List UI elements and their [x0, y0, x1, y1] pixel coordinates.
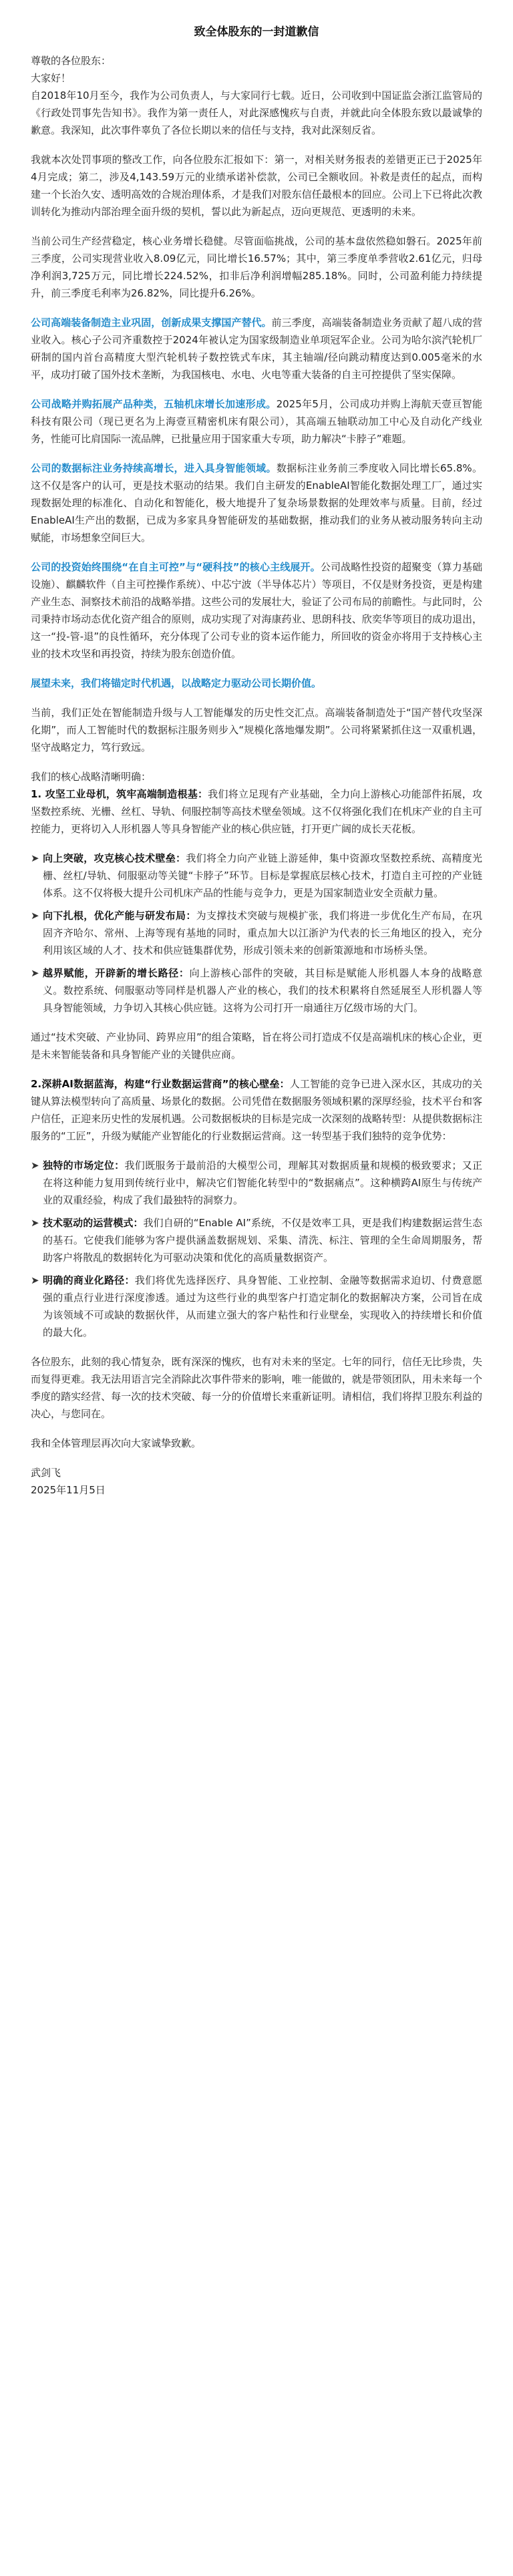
outlook-heading: 展望未来，我们将锚定时代机遇，以战略定力驱动公司长期价值。	[31, 677, 322, 689]
list-item	[31, 1157, 482, 1209]
rectification-paragraph: 我就本次处罚事项的整改工作，向各位股东汇报如下：第一，对相关财务报表的差错更正已于2025年4月完成；第二，涉及4,143.59万元的业绩承诺补偿款，公司已全额收回。补救是责任的起点，而构建一个长治久安、透明高效的合规治理体系，才是我们对股东信任最根本的回应。公司上下已将此次教训转化为推动内部治理全面升级的契机，誓以此为新起点，迈向更规范、更透明的未来。	[31, 154, 482, 218]
list-item-heading: 独特的市场定位：	[43, 1159, 125, 1171]
equipment-paragraph	[31, 314, 482, 383]
list-item-heading: 技术驱动的运营模式：	[43, 1217, 144, 1229]
list-item-heading: 越界赋能，开辟新的增长路径：	[43, 967, 190, 979]
salutation: 尊敬的各位股东：	[31, 55, 112, 67]
list-item-body: 我们既服务于最前沿的大模型公司，理解其对数据质量和规模的极致要求；又正在将这种能力复用到传统行业中，解决它们智能化转型中的“数据痛点”。这种横跨AI原生与传统产业的双重经验，构成了我们最独特的洞察力。	[43, 1159, 482, 1206]
operations-paragraph: 当前公司生产经营稳定，核心业务增长稳健。尽管面临挑战，公司的基本盘依然稳如磐石。2025年前三季度，公司实现营业收入8.09亿元，同比增长16.57%；其中，第三季度单季营收2.61亿元，归母净利润3,725万元，同比增长224.52%，扣非后净利润增幅285.18%。同时，公司盈利能力持续提升，前三季度毛利率为26.82%，同比提升6.26%。	[31, 235, 482, 299]
list-item-body: 我们将全力向产业链上游延伸，集中资源攻坚数控系统、高精度光栅、丝杠/导轨、伺服驱动等关键“卡脖子”环节。目标是掌握底层核心技术，打造自主可控的产业链体系。这不仅将极大提升公司机床产品的性能与竞争力，更是为国家制造业安全贡献力量。	[43, 852, 482, 899]
data-labeling-heading: 公司的数据标注业务持续高增长，进入具身智能领域。	[31, 462, 277, 474]
list-item-body: 向上游核心部件的突破，其目标是赋能人形机器人本身的战略意义。数控系统、伺服驱动等同样是机器人产业的核心，我们的技术积累将自然延展至人形机器人等具身智能领域，力争切入其核心供应链。这将为公司打开一扇通往万亿级市场的大门。	[43, 967, 482, 1014]
bullet-arrow-icon: ➤	[31, 852, 39, 864]
signature-date: 2025年11月5日	[31, 1484, 106, 1496]
bullet-arrow-icon: ➤	[31, 967, 39, 979]
strategy-1-body: 我们将立足现有产业基础，全力向上游核心功能部件拓展，攻坚数控系统、光栅、丝杠、导轨、伺服控制等高技术壁垒领域。这不仅将强化我们在机床产业的自主可控能力，更将切入人形机器人等具身智能产业的核心供应链，打开更广阔的成长天花板。	[31, 788, 482, 835]
bullet-arrow-icon: ➤	[31, 1274, 39, 1286]
signature-name: 武剑飞	[31, 1467, 61, 1479]
bullet-arrow-icon: ➤	[31, 1217, 39, 1229]
strategy-1-list	[31, 850, 482, 1017]
list-item	[31, 1214, 482, 1266]
strategy-1-summary: 通过“技术突破、产业协同、跨界应用”的组合策略，旨在将公司打造成不仅是高端机床的核心企业，更是未来智能装备和具身智能产业的关键供应商。	[31, 1031, 482, 1061]
strategy-1-paragraph	[31, 785, 482, 838]
bullet-arrow-icon: ➤	[31, 1159, 39, 1171]
list-item	[31, 907, 482, 959]
equipment-heading: 公司高端装备制造主业巩固，创新成果支撑国产替代。	[31, 317, 272, 329]
list-item-body: 我们自研的“Enable AI”系统，不仅是效率工具，更是我们构建数据运营生态的基石。它使我们能够为客户提供涵盖数据规划、采集、清洗、标注、管理的全生命周期服务，帮助客户将散乱的数据转化为可驱动决策和优化的高质量数据资产。	[43, 1217, 482, 1264]
list-item	[31, 850, 482, 902]
list-item-heading: 向上突破，攻克核心技术壁垒：	[43, 852, 186, 864]
investment-heading: 公司的投资始终围绕“在自主可控”与“硬科技”的核心主线展开。	[31, 561, 321, 573]
list-item-heading: 明确的商业化路径：	[43, 1274, 135, 1286]
strategy-1-heading: 1. 攻坚工业母机，筑牢高端制造根基：	[31, 788, 208, 800]
letter-title: 致全体股东的一封道歉信	[194, 25, 319, 39]
list-item-heading: 向下扎根，优化产能与研发布局：	[43, 910, 196, 922]
acquisition-paragraph	[31, 395, 482, 447]
acquisition-body: 2025年5月，公司成功并购上海航天壹亘智能科技有限公司（现已更名为上海壹亘精密机床有限公司），其高端五轴联动加工中心及自动化产线业务，性能可比肩国际一流品牌，已批量应用于国家重大专项，助力解决“卡脖子”难题。	[31, 398, 482, 445]
list-item	[31, 1272, 482, 1341]
list-item	[31, 964, 482, 1017]
strategy-2-list	[31, 1157, 482, 1341]
data-labeling-paragraph	[31, 459, 482, 546]
greeting: 大家好！	[31, 72, 71, 84]
acquisition-heading: 公司战略并购拓展产品种类，五轴机床增长加速形成。	[31, 398, 277, 410]
strategy-2-heading: 2.深耕AI数据蓝海，构建“行业数据运营商”的核心壁垒：	[31, 1078, 290, 1090]
list-item-body: 为支撑技术突破与规模扩张，我们将进一步优化生产布局，在巩固齐齐哈尔、常州、上海等现有基地的同时，重点加大以江浙沪为代表的长三角地区的投入，充分利用该区域的人才、技术和供应链集群优势，形成引领未来的创新策源地和市场桥头堡。	[43, 910, 482, 956]
closing-paragraph: 各位股东，此刻的我心情复杂，既有深深的愧疚，也有对未来的坚定。七年的同行，信任无比珍贵，失而复得更难。我无法用语言完全消除此次事件带来的影响，唯一能做的，就是带领团队，用未来每一个季度的踏实经营、每一次的技术突破、每一分的价值增长来重新证明。请相信，我们将捍卫股东利益的决心，与您同在。	[31, 1356, 482, 1420]
data-labeling-body: 数据标注业务前三季度收入同比增长65.8%。这不仅是客户的认可，更是技术驱动的结果。我们自主研发的EnableAI智能化数据处理工厂，通过实现数据处理的标准化、自动化和智能化，极大地提升了复杂场景数据的处理效率与质量。目前，经过EnableAI生产出的数据，已成为多家具身智能研发的基础数据，推动我们的业务从被动服务转向主动赋能，市场想象空间巨大。	[31, 462, 482, 544]
bullet-arrow-icon: ➤	[31, 910, 39, 922]
strategy-intro: 我们的核心战略清晰明确：	[31, 771, 152, 783]
opportunity-paragraph: 当前，我们正处在智能制造升级与人工智能爆发的历史性交汇点。高端装备制造处于“国产替代攻坚深化期”，而人工智能时代的数据标注服务则步入“规模化落地爆发期”。公司将紧紧抓住这一双重机遇，坚守战略定力，笃行致远。	[31, 707, 482, 753]
investment-body: 公司战略性投资的超聚变（算力基础设施）、麒麟软件（自主可控操作系统）、中芯宁波（半导体芯片）等项目，不仅是财务投资，更是构建产业生态、洞察技术前沿的战略举措。这些公司的发展壮大，验证了公司布局的前瞻性。与此同时，公司秉持市场动态优化资产组合的原则，成功实现了对海康药业、思朗科技、欣奕华等项目的成功退出，这一“投-管-退”的良性循环，充分体现了公司专业的资本运作能力，所回收的资金亦将用于支持核心主业的技术攻坚和再投资，持续为股东创造价值。	[31, 561, 482, 660]
equipment-body: 前三季度，高端装备制造业务贡献了超八成的营业收入。核心子公司齐重数控于2024年被认定为国家级制造业单项冠军企业。公司为哈尔滨汽轮机厂研制的国内首台高精度大型汽轮机转子数控铣式车床，其主轴端/径向跳动精度达到0.005毫米的水平，成功打破了国外技术垄断，为我国核电、水电、火电等重大装备的自主可控提供了坚实保障。	[31, 317, 482, 381]
opening-paragraph: 自2018年10月至今，我作为公司负责人，与大家同行七载。近日，公司收到中国证监会浙江监管局的《行政处罚事先告知书》。我作为第一责任人，对此深感愧疚与自责，并就此向全体股东致以最诚挚的歉意。我深知，此次事件辜负了各位长期以来的信任与支持，我对此深刻反省。	[31, 89, 482, 136]
strategy-2-paragraph	[31, 1075, 482, 1145]
final-apology: 我和全体管理层再次向大家诚挚致歉。	[31, 1437, 202, 1449]
strategy-2-body: 人工智能的竞争已进入深水区，其成功的关键从算法模型转向了高质量、场景化的数据。公司凭借在数据服务领域积累的深厚经验，技术平台和客户信任，正迎来历史性的发展机遇。公司数据板块的目标是完成一次深刻的战略转型：从提供数据标注服务的“工匠”，升级为赋能产业智能化的行业数据运营商。这一转型基于我们独特的竞争优势：	[31, 1078, 482, 1142]
outlook-heading-paragraph	[31, 675, 482, 692]
list-item-body: 我们将优先选择医疗、具身智能、工业控制、金融等数据需求迫切、付费意愿强的重点行业进行深度渗透。通过为这些行业的典型客户打造定制化的数据解决方案，公司旨在成为该领域不可或缺的数据伙伴，从而建立强大的客户粘性和行业壁垒，实现收入的持续增长和价值的最大化。	[43, 1274, 482, 1338]
investment-paragraph	[31, 558, 482, 663]
